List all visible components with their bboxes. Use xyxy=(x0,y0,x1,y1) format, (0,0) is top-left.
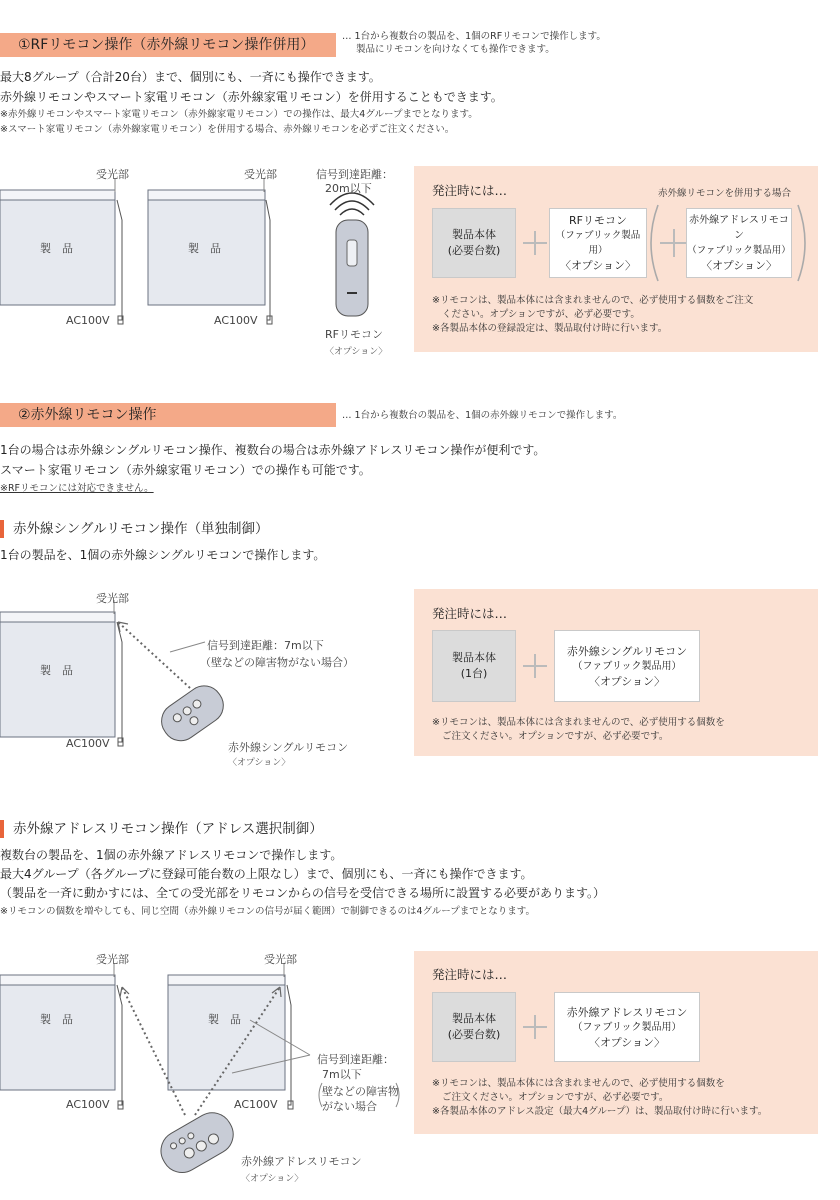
receiver-label-2: 受光部 xyxy=(244,168,277,181)
product-headrail xyxy=(148,190,265,200)
distance-label-1: 信号到達距離： xyxy=(317,1053,394,1066)
order-item-product xyxy=(432,630,516,702)
ac-label-2: AC100V xyxy=(234,1098,278,1111)
order-item-line: 〈オプション〉 xyxy=(588,1035,665,1049)
ir-combined-note: 赤外線リモコンを併用する場合 xyxy=(658,188,792,199)
address-desc-3: （製品を一斉に動かすには、全ての受光部をリモコンからの信号を受信できる場所に設置する必要があります。） xyxy=(0,886,606,900)
signal-arrow-icon xyxy=(120,987,129,997)
order-note-1: ※リモコンは、製品本体には含まれませんので、必ず使用する個数を xyxy=(432,717,725,728)
address-desc-1: 複数台の製品を、1個の赤外線アドレスリモコンで操作します。 xyxy=(0,848,343,862)
product-panel xyxy=(168,975,285,1090)
product-label: 製 品 xyxy=(40,664,73,677)
order-note-2: ご注文ください。オプションですが、必ず必要です。 xyxy=(442,731,669,742)
order-item-ir-address-remote xyxy=(686,208,792,278)
power-cable xyxy=(117,622,122,742)
section1-para-1: 最大8グループ（合計20台）まで、個別にも、一斉にも操作できます。 xyxy=(0,70,381,84)
address-desc-2: 最大4グループ（各グループに登録可能台数の上限なし）まで、個別にも、一斉にも操作できます。 xyxy=(0,867,533,881)
order-item-rf-remote xyxy=(549,208,647,278)
receiver-label-1: 受光部 xyxy=(96,953,129,966)
section1-note-2: 製品にリモコンを向けなくても操作できます。 xyxy=(356,44,555,55)
remote-option: 〈オプション〉 xyxy=(241,1174,304,1184)
ac-label-2: AC100V xyxy=(214,314,258,327)
order-note-1: ※リモコンは、製品本体には含まれませんので、必ず使用する個数をご注文 xyxy=(432,295,754,306)
plus-icon xyxy=(521,652,549,680)
section2-note: … 1台から複数台の製品を、1個の赤外線リモコンで操作します。 xyxy=(342,410,623,421)
distance-label-1: 信号到達距離： xyxy=(316,168,393,181)
order-item-line: 製品本体 xyxy=(452,1012,496,1025)
distance-label-2: 7m以下 xyxy=(322,1068,362,1081)
order-item-product xyxy=(432,208,516,278)
order-item-line: （ファブリック製品用） xyxy=(687,245,791,256)
order-item-ir-single-remote xyxy=(554,630,700,702)
product-label-2: 製 品 xyxy=(208,1013,241,1026)
rf-remote-option: 〈オプション〉 xyxy=(325,347,388,357)
ir-address-remote-icon xyxy=(154,1105,241,1179)
order-item-line: (1台) xyxy=(460,667,488,680)
close-parenthesis-icon xyxy=(796,203,808,283)
section2-header: ②赤外線リモコン操作 xyxy=(0,403,336,427)
order-note-3: ※各製品本体の登録設定は、製品取付け時に行います。 xyxy=(432,323,668,334)
order-item-line: 〈オプション〉 xyxy=(559,259,636,272)
order-item-line: 〈オプション〉 xyxy=(700,259,777,272)
power-cable xyxy=(117,985,122,1105)
ac-label: AC100V xyxy=(66,737,110,750)
ir-single-remote-icon xyxy=(155,679,231,748)
remote-label: 赤外線アドレスリモコン xyxy=(241,1155,362,1168)
order-item-line: (必要台数) xyxy=(447,1028,501,1041)
remote-label: 赤外線シングルリモコン xyxy=(228,741,349,754)
section2-para-1: 1台の場合は赤外線シングルリモコン操作、複数台の場合は赤外線アドレスリモコン操作が便利です。 xyxy=(0,443,546,457)
ac-label-1: AC100V xyxy=(66,1098,110,1111)
product-label-2: 製 品 xyxy=(188,242,221,255)
address-heading: 赤外線アドレスリモコン操作（アドレス選択制御） xyxy=(0,820,323,838)
ac-label-1: AC100V xyxy=(66,314,110,327)
order-note-2: ご注文ください。オプションですが、必ず必要です。 xyxy=(442,1092,669,1103)
order-item-line: 赤外線アドレスリモコン xyxy=(566,1005,688,1019)
single-heading: 赤外線シングルリモコン操作（単独制御） xyxy=(0,520,269,538)
product-headrail xyxy=(0,190,115,200)
section2-para-2: スマート家電リモコン（赤外線家電リモコン）での操作も可能です。 xyxy=(0,463,371,477)
power-cable xyxy=(266,200,270,320)
order-note-3: ※各製品本体のアドレス設定（最大4グループ）は、製品取付け時に行います。 xyxy=(432,1106,768,1117)
product-label-1: 製 品 xyxy=(40,242,73,255)
distance-label-4: がない場合 xyxy=(322,1100,377,1113)
order-item-line: 赤外線シングルリモコン xyxy=(566,644,688,658)
product-panel xyxy=(0,975,115,1090)
section2-small-1: ※RFリモコンには対応できません。 xyxy=(0,483,154,494)
product-headrail xyxy=(0,975,115,985)
order-title: 発注時には… xyxy=(432,967,508,982)
section1-small-1: ※赤外線リモコンやスマート家電リモコン（赤外線家電リモコン）での操作は、最大4グループまでとなります。 xyxy=(0,109,478,120)
order-item-line: （ファブリック製品用） xyxy=(555,230,641,256)
order-item-line: RFリモコン xyxy=(569,214,627,227)
order-item-line: 赤外線アドレスリモコン xyxy=(689,215,789,241)
plus-icon xyxy=(521,1013,549,1041)
order-title: 発注時には… xyxy=(432,606,508,621)
order-note-1: ※リモコンは、製品本体には含まれませんので、必ず使用する個数を xyxy=(432,1078,725,1089)
remote-option: 〈オプション〉 xyxy=(228,758,291,768)
rf-remote-icon xyxy=(330,193,374,316)
order-item-line: （ファブリック製品用） xyxy=(572,1021,682,1033)
order-title: 発注時には… xyxy=(432,183,508,198)
receiver-label: 受光部 xyxy=(96,592,129,605)
receiver-label-1: 受光部 xyxy=(96,168,129,181)
section1-note-1: … 1台から複数台の製品を、1個のRFリモコンで操作します。 xyxy=(342,31,606,42)
power-cable xyxy=(117,200,122,320)
rf-remote-label: RFリモコン xyxy=(325,328,383,341)
order-item-ir-address-remote xyxy=(554,992,700,1062)
callout-line xyxy=(170,642,205,652)
order-item-product xyxy=(432,992,516,1062)
order-item-line: 製品本体 xyxy=(452,651,496,664)
order-item-line: （ファブリック製品用） xyxy=(572,660,682,672)
section1-para-2: 赤外線リモコンやスマート家電リモコン（赤外線家電リモコン）を併用することもできます。 xyxy=(0,90,503,104)
distance-label-2: 20m以下 xyxy=(325,182,372,195)
signal-line xyxy=(118,622,190,688)
power-cable xyxy=(287,985,291,1105)
single-desc: 1台の製品を、1個の赤外線シングルリモコンで操作します。 xyxy=(0,548,326,562)
section1-header: ①RFリモコン操作（赤外線リモコン操作併用） xyxy=(0,33,336,57)
distance-label-3: 壁などの障害物 xyxy=(322,1085,399,1098)
product-label-1: 製 品 xyxy=(40,1013,73,1026)
product-headrail xyxy=(0,612,115,622)
order-item-line: 製品本体 xyxy=(452,228,496,241)
order-item-line: 〈オプション〉 xyxy=(588,674,665,688)
section1-small-2: ※スマート家電リモコン（赤外線家電リモコン）を併用する場合、赤外線リモコンを必ずご注文ください。 xyxy=(0,124,455,135)
order-note-2: ください。オプションですが、必ず必要です。 xyxy=(442,309,640,320)
receiver-label-2: 受光部 xyxy=(264,953,297,966)
product-headrail xyxy=(168,975,285,985)
plus-icon xyxy=(521,229,549,257)
distance-label-1: 信号到達距離：7m以下 xyxy=(207,639,324,652)
distance-label-2: （壁などの障害物がない場合） xyxy=(200,656,354,669)
address-small-1: ※リモコンの個数を増やしても、同じ空間（赤外線リモコンの信号が届く範囲）で制御できるのは4グループまでとなります。 xyxy=(0,906,535,917)
order-item-line: (必要台数) xyxy=(447,244,501,257)
